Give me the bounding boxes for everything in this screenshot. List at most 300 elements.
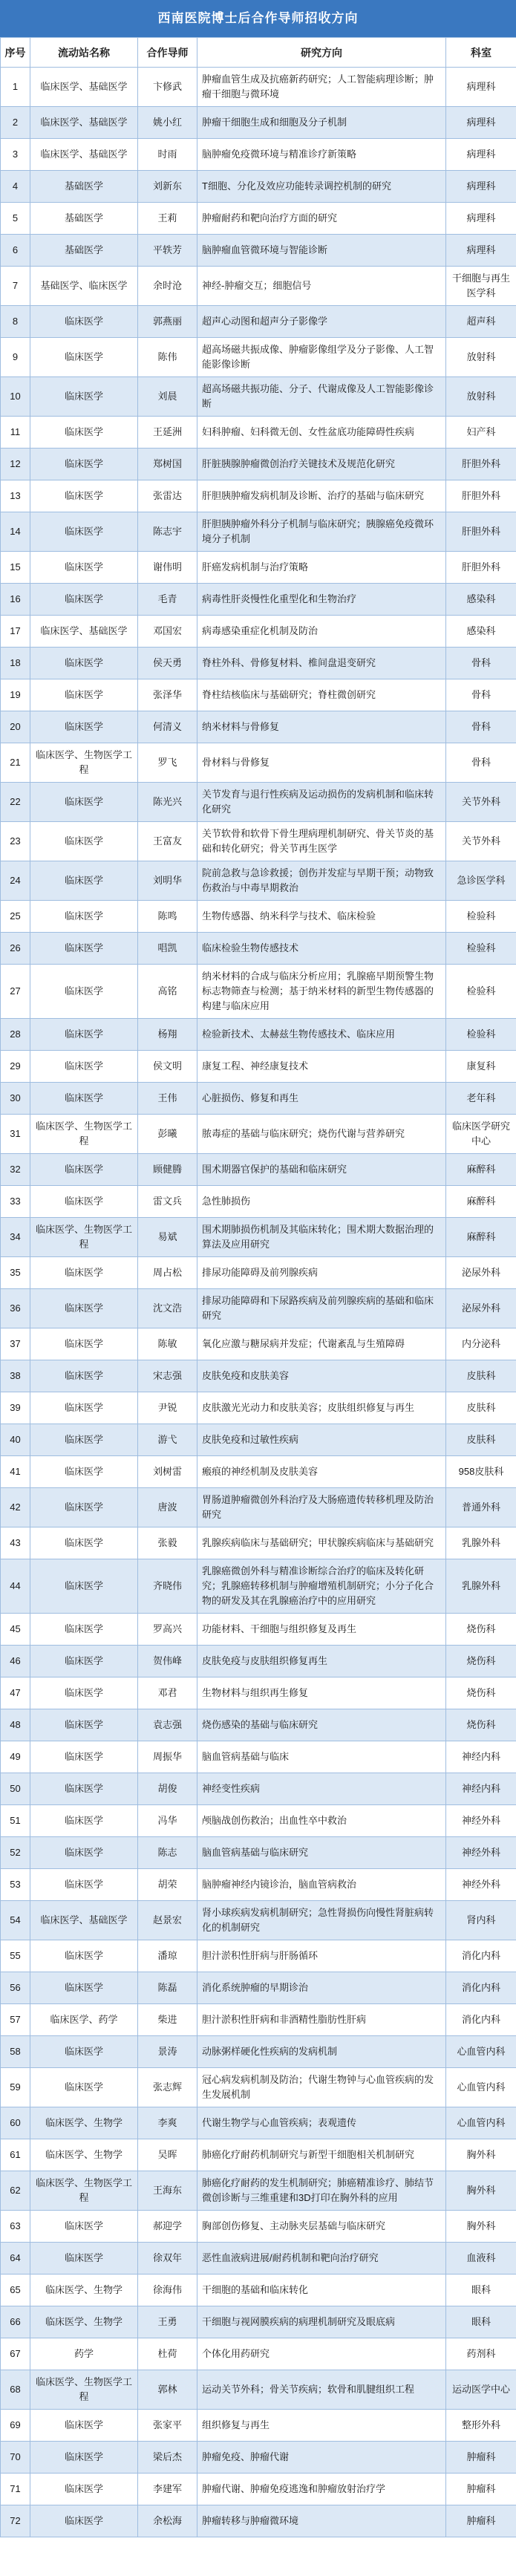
cell-research-text: 功能材料、干细胞与组织修复及再生 bbox=[202, 1623, 357, 1634]
cell-dept bbox=[446, 1901, 516, 1940]
cell-mentor bbox=[138, 171, 197, 203]
cell-seq bbox=[1, 1972, 30, 2004]
cell-research-text: 神经变性疾病 bbox=[202, 1783, 261, 1794]
cell-station-text: 临床医学 bbox=[64, 721, 103, 732]
cell-dept bbox=[446, 1527, 516, 1559]
cell-research-text: 乳腺疾病临床与基础研究；甲状腺疾病临床与基础研究 bbox=[202, 1537, 434, 1548]
cell-seq bbox=[1, 1940, 30, 1972]
cell-research-text: 检验新技术、太赫兹生物传感技术、临床应用 bbox=[202, 1028, 396, 1040]
header-station: 流动站名称 bbox=[30, 38, 138, 68]
cell-research-text: 脊柱外科、骨修复材料、椎间盘退变研究 bbox=[202, 657, 376, 668]
table-row bbox=[1, 861, 516, 901]
cell-seq-text: 32 bbox=[10, 1164, 21, 1175]
cell-mentor-text: 尹锐 bbox=[157, 1402, 177, 1413]
cell-station-text: 临床医学 bbox=[64, 1687, 103, 1698]
cell-mentor bbox=[138, 107, 197, 139]
cell-station bbox=[30, 933, 138, 965]
cell-research-text: 脑血管病基础与临床研究 bbox=[202, 1847, 309, 1858]
cell-dept-text: 泌尿外科 bbox=[461, 1267, 500, 1278]
cell-dept bbox=[446, 1456, 516, 1488]
cell-mentor bbox=[138, 139, 197, 171]
cell-station bbox=[30, 1115, 138, 1154]
cell-dept bbox=[446, 616, 516, 648]
cell-seq-text: 61 bbox=[10, 2149, 21, 2160]
cell-seq-text: 26 bbox=[10, 942, 21, 953]
cell-research-text: 胆汁淤积性肝病和非酒精性脂肪性肝病 bbox=[202, 2014, 367, 2025]
cell-dept bbox=[446, 861, 516, 901]
cell-mentor-text: 潘琼 bbox=[157, 1950, 177, 1961]
cell-dept-text: 神经外科 bbox=[461, 1815, 500, 1826]
table-row bbox=[1, 1972, 516, 2004]
cell-dept bbox=[446, 1837, 516, 1869]
cell-station-text: 临床医学 bbox=[64, 2081, 103, 2093]
cell-station-text: 临床医学 bbox=[64, 985, 103, 997]
cell-station bbox=[30, 901, 138, 933]
cell-research-text: 肺癌化疗耐药的发生机制研究；肺癌精准诊疗、肺结节微创诊断与三维重建和3D打印在胸外科的应用 bbox=[202, 2177, 434, 2203]
cell-station bbox=[30, 1154, 138, 1186]
cell-seq-text: 21 bbox=[10, 757, 21, 768]
cell-mentor-text: 刘晨 bbox=[157, 391, 177, 402]
cell-seq bbox=[1, 1741, 30, 1773]
cell-mentor-text: 吴晖 bbox=[157, 2149, 177, 2160]
cell-mentor-text: 郭燕丽 bbox=[152, 316, 182, 327]
cell-research-text: 关节发育与退行性疾病及运动损伤的发病机制和临床转化研究 bbox=[202, 789, 434, 815]
cell-dept-text: 病理科 bbox=[466, 81, 496, 92]
cell-seq bbox=[1, 1289, 30, 1328]
table-row bbox=[1, 783, 516, 822]
cell-dept bbox=[446, 1488, 516, 1527]
cell-dept bbox=[446, 417, 516, 449]
cell-research bbox=[197, 1805, 446, 1837]
cell-seq-text: 2 bbox=[12, 117, 19, 128]
cell-seq-text: 44 bbox=[10, 1580, 21, 1591]
cell-seq bbox=[1, 1186, 30, 1218]
cell-mentor bbox=[138, 1677, 197, 1709]
cell-station bbox=[30, 1646, 138, 1677]
cell-research-text: 颅脑战创伤救治；出血性卒中救治 bbox=[202, 1815, 347, 1826]
cell-dept bbox=[446, 1115, 516, 1154]
cell-seq bbox=[1, 1559, 30, 1614]
cell-station bbox=[30, 861, 138, 901]
cell-station-text: 临床医学 bbox=[64, 796, 103, 807]
cell-dept bbox=[446, 1392, 516, 1424]
cell-dept-text: 病理科 bbox=[466, 212, 496, 224]
cell-dept bbox=[446, 139, 516, 171]
cell-station-text: 临床医学 bbox=[64, 1267, 103, 1278]
cell-dept bbox=[446, 1709, 516, 1741]
cell-mentor bbox=[138, 1083, 197, 1115]
cell-station-text: 临床医学 bbox=[64, 1847, 103, 1858]
cell-seq-text: 5 bbox=[12, 212, 19, 224]
page-title: 西南医院博士后合作导师招收方向 bbox=[0, 0, 516, 37]
cell-seq-text: 25 bbox=[10, 910, 21, 922]
cell-station-text: 基础医学 bbox=[64, 244, 103, 255]
cell-station-text: 临床医学 bbox=[64, 1466, 103, 1477]
cell-research bbox=[197, 2068, 446, 2107]
cell-research bbox=[197, 1115, 446, 1154]
cell-research bbox=[197, 1186, 446, 1218]
cell-mentor-text: 罗飞 bbox=[157, 757, 177, 768]
table-row bbox=[1, 2211, 516, 2243]
table-row bbox=[1, 68, 516, 107]
cell-dept-text: 肾内科 bbox=[466, 1914, 496, 1926]
cell-seq bbox=[1, 822, 30, 861]
cell-research bbox=[197, 107, 446, 139]
cell-seq-text: 46 bbox=[10, 1655, 21, 1666]
cell-mentor-text: 刘树雷 bbox=[152, 1466, 182, 1477]
table-row bbox=[1, 417, 516, 449]
cell-mentor bbox=[138, 1289, 197, 1328]
cell-research-text: 皮肤激光光动力和皮肤美容；皮肤组织修复与再生 bbox=[202, 1402, 415, 1413]
cell-research-text: 消化系统肿瘤的早期诊治 bbox=[202, 1982, 309, 1993]
cell-research bbox=[197, 1869, 446, 1901]
table-row bbox=[1, 1940, 516, 1972]
cell-research bbox=[197, 1940, 446, 1972]
cell-mentor-text: 沈文浩 bbox=[152, 1302, 182, 1314]
cell-research-text: 动脉粥样硬化性疾病的发病机制 bbox=[202, 2046, 338, 2057]
table-row bbox=[1, 2275, 516, 2306]
cell-station bbox=[30, 1019, 138, 1051]
cell-seq-text: 27 bbox=[10, 985, 21, 997]
cell-dept bbox=[446, 1614, 516, 1646]
cell-seq bbox=[1, 901, 30, 933]
cell-mentor-text: 徐双年 bbox=[152, 2252, 182, 2263]
cell-seq-text: 65 bbox=[10, 2284, 21, 2295]
cell-station bbox=[30, 267, 138, 306]
cell-seq bbox=[1, 1456, 30, 1488]
cell-station-text: 临床医学、生物学 bbox=[45, 2284, 123, 2295]
cell-research bbox=[197, 2036, 446, 2068]
cell-seq-text: 13 bbox=[10, 490, 21, 501]
cell-station bbox=[30, 1773, 138, 1805]
cell-mentor-text: 高铭 bbox=[157, 985, 177, 997]
table-row bbox=[1, 1186, 516, 1218]
cell-mentor bbox=[138, 1773, 197, 1805]
cell-mentor bbox=[138, 2068, 197, 2107]
cell-station-text: 临床医学 bbox=[64, 458, 103, 469]
cell-station-text: 临床医学 bbox=[64, 1028, 103, 1040]
cell-research-text: 超高场磁共振成像、肿瘤影像组学及分子影像、人工智能影像诊断 bbox=[202, 344, 434, 370]
cell-mentor-text: 冯华 bbox=[157, 1815, 177, 1826]
cell-mentor bbox=[138, 965, 197, 1019]
cell-dept-text: 烧伤科 bbox=[466, 1719, 496, 1730]
cell-station bbox=[30, 449, 138, 480]
cell-station-text: 临床医学、生物学 bbox=[45, 2149, 123, 2160]
cell-research bbox=[197, 480, 446, 512]
cell-station-text: 临床医学、基础医学 bbox=[40, 625, 128, 636]
cell-mentor bbox=[138, 480, 197, 512]
cell-mentor bbox=[138, 2139, 197, 2171]
cell-station-text: 临床医学、基础医学 bbox=[40, 81, 128, 92]
cell-station-text: 临床医学 bbox=[64, 1879, 103, 1890]
cell-station-text: 临床医学 bbox=[64, 593, 103, 604]
cell-seq-text: 36 bbox=[10, 1302, 21, 1314]
cell-dept-text: 乳腺外科 bbox=[461, 1537, 500, 1548]
cell-dept bbox=[446, 648, 516, 679]
cell-mentor-text: 易斌 bbox=[157, 1231, 177, 1242]
cell-research-text: 脑肿瘤神经内镜诊治，脑血管病救治 bbox=[202, 1879, 357, 1890]
cell-mentor bbox=[138, 2306, 197, 2338]
cell-dept bbox=[446, 783, 516, 822]
cell-mentor bbox=[138, 1709, 197, 1741]
cell-dept-text: 消化内科 bbox=[461, 1982, 500, 1993]
cell-research-text: 恶性血液病进展/耐药机制和靶向治疗研究 bbox=[202, 2252, 379, 2263]
cell-seq bbox=[1, 171, 30, 203]
cell-seq-text: 35 bbox=[10, 1267, 21, 1278]
cell-dept-text: 心血管内科 bbox=[457, 2046, 506, 2057]
cell-dept-text: 皮肤科 bbox=[466, 1370, 496, 1381]
cell-station-text: 临床医学 bbox=[64, 1815, 103, 1826]
table-row bbox=[1, 1019, 516, 1051]
cell-dept bbox=[446, 2036, 516, 2068]
cell-station-text: 临床医学 bbox=[64, 1370, 103, 1381]
cell-station bbox=[30, 2505, 138, 2537]
cell-station-text: 临床医学 bbox=[64, 657, 103, 668]
cell-research bbox=[197, 2338, 446, 2370]
cell-research-text: 干细胞的基础和临床转化 bbox=[202, 2284, 309, 2295]
cell-seq bbox=[1, 965, 30, 1019]
cell-seq bbox=[1, 1805, 30, 1837]
cell-seq bbox=[1, 203, 30, 235]
cell-seq-text: 53 bbox=[10, 1879, 21, 1890]
cell-mentor bbox=[138, 2243, 197, 2275]
cell-station bbox=[30, 1559, 138, 1614]
cell-station bbox=[30, 1901, 138, 1940]
cell-research-text: 妇科肿瘤、妇科微无创、女性盆底功能障碍性疾病 bbox=[202, 426, 415, 437]
cell-mentor bbox=[138, 2004, 197, 2036]
cell-station-text: 药学 bbox=[74, 2348, 94, 2359]
cell-research bbox=[197, 822, 446, 861]
cell-research-text: 病毒感染重症化机制及防治 bbox=[202, 625, 319, 636]
cell-dept-text: 检验科 bbox=[466, 1028, 496, 1040]
table-row bbox=[1, 267, 516, 306]
cell-seq bbox=[1, 1488, 30, 1527]
cell-dept-text: 骨科 bbox=[471, 657, 491, 668]
cell-station bbox=[30, 2243, 138, 2275]
cell-station bbox=[30, 1289, 138, 1328]
cell-research-text: 代谢生物学与心血管疾病；表观遗传 bbox=[202, 2117, 357, 2128]
cell-mentor-text: 陈光兴 bbox=[152, 796, 182, 807]
cell-dept bbox=[446, 1186, 516, 1218]
cell-seq bbox=[1, 1677, 30, 1709]
cell-dept bbox=[446, 2171, 516, 2211]
cell-dept bbox=[446, 965, 516, 1019]
cell-seq-text: 70 bbox=[10, 2451, 21, 2462]
cell-seq bbox=[1, 711, 30, 743]
cell-research bbox=[197, 1360, 446, 1392]
cell-mentor-text: 宋志强 bbox=[152, 1370, 182, 1381]
cell-research-text: 瘢痕的神经机制及皮肤美容 bbox=[202, 1466, 319, 1477]
cell-seq-text: 54 bbox=[10, 1914, 21, 1926]
cell-research bbox=[197, 1488, 446, 1527]
cell-seq-text: 39 bbox=[10, 1402, 21, 1413]
cell-research bbox=[197, 2442, 446, 2474]
table-row bbox=[1, 377, 516, 417]
cell-seq-text: 56 bbox=[10, 1982, 21, 1993]
cell-seq-text: 29 bbox=[10, 1060, 21, 1072]
cell-seq bbox=[1, 1392, 30, 1424]
cell-station bbox=[30, 1805, 138, 1837]
cell-dept bbox=[446, 1051, 516, 1083]
cell-seq-text: 15 bbox=[10, 561, 21, 573]
cell-station bbox=[30, 1392, 138, 1424]
cell-dept-text: 消化内科 bbox=[461, 2014, 500, 2025]
cell-seq-text: 45 bbox=[10, 1623, 21, 1634]
table-header bbox=[1, 38, 516, 68]
cell-research-text: 肿瘤血管生成及抗癌新药研究；人工智能病理诊断；肿瘤干细胞与微环境 bbox=[202, 74, 434, 100]
cell-research bbox=[197, 743, 446, 783]
cell-station bbox=[30, 679, 138, 711]
cell-research-text: 运动关节外科；骨关节疾病；软骨和肌腱组织工程 bbox=[202, 2384, 415, 2395]
cell-dept bbox=[446, 1424, 516, 1456]
cell-mentor bbox=[138, 235, 197, 267]
table-row bbox=[1, 1218, 516, 1257]
table-row bbox=[1, 1709, 516, 1741]
cell-dept bbox=[446, 2243, 516, 2275]
cell-station-text: 临床医学 bbox=[64, 316, 103, 327]
cell-seq bbox=[1, 1051, 30, 1083]
cell-research-text: 关节软骨和软骨下骨生理病理机制研究、骨关节炎的基础和转化研究；骨关节再生医学 bbox=[202, 828, 434, 854]
cell-dept-text: 放射科 bbox=[466, 391, 496, 402]
cell-research-text: 临床检验生物传感技术 bbox=[202, 942, 299, 953]
cell-station-text: 临床医学 bbox=[64, 2220, 103, 2231]
cell-mentor-text: 袁志强 bbox=[152, 1719, 182, 1730]
cell-mentor-text: 胡俊 bbox=[157, 1783, 177, 1794]
cell-mentor bbox=[138, 68, 197, 107]
cell-station bbox=[30, 480, 138, 512]
cell-dept bbox=[446, 1083, 516, 1115]
cell-mentor-text: 陈敏 bbox=[157, 1338, 177, 1349]
cell-mentor-text: 李爽 bbox=[157, 2117, 177, 2128]
cell-mentor bbox=[138, 584, 197, 616]
cell-mentor bbox=[138, 1424, 197, 1456]
cell-research bbox=[197, 552, 446, 584]
cell-mentor bbox=[138, 1360, 197, 1392]
cell-research-text: 神经-肿瘤交互；细胞信号 bbox=[202, 280, 312, 291]
cell-station-text: 临床医学、生物医学工程 bbox=[35, 2177, 132, 2203]
cell-mentor-text: 刘新东 bbox=[152, 180, 182, 192]
cell-station-text: 临床医学 bbox=[64, 1719, 103, 1730]
cell-seq-text: 43 bbox=[10, 1537, 21, 1548]
cell-seq-text: 57 bbox=[10, 2014, 21, 2025]
cell-mentor bbox=[138, 616, 197, 648]
table-row bbox=[1, 2036, 516, 2068]
cell-station bbox=[30, 1424, 138, 1456]
cell-research bbox=[197, 1559, 446, 1614]
cell-dept bbox=[446, 901, 516, 933]
cell-station-text: 临床医学 bbox=[64, 1751, 103, 1762]
cell-research bbox=[197, 648, 446, 679]
cell-research-text: 纳米材料与骨修复 bbox=[202, 721, 280, 732]
cell-dept-text: 眼科 bbox=[471, 2284, 491, 2295]
cell-research bbox=[197, 1019, 446, 1051]
cell-seq bbox=[1, 679, 30, 711]
cell-station-text: 临床医学 bbox=[64, 2451, 103, 2462]
cell-research bbox=[197, 2171, 446, 2211]
cell-mentor-text: 彭曦 bbox=[157, 1128, 177, 1139]
cell-research bbox=[197, 1051, 446, 1083]
cell-mentor bbox=[138, 338, 197, 377]
cell-seq-text: 63 bbox=[10, 2220, 21, 2231]
cell-research bbox=[197, 139, 446, 171]
cell-mentor bbox=[138, 2107, 197, 2139]
cell-station bbox=[30, 171, 138, 203]
cell-research-text: 急性肺损伤 bbox=[202, 1196, 251, 1207]
cell-mentor-text: 侯文明 bbox=[152, 1060, 182, 1072]
cell-mentor bbox=[138, 783, 197, 822]
cell-seq-text: 42 bbox=[10, 1501, 21, 1513]
cell-seq bbox=[1, 512, 30, 552]
table-row bbox=[1, 648, 516, 679]
cell-seq bbox=[1, 417, 30, 449]
table-row bbox=[1, 2243, 516, 2275]
cell-dept-text: 胸外科 bbox=[466, 2185, 496, 2196]
cell-research bbox=[197, 616, 446, 648]
cell-seq-text: 19 bbox=[10, 689, 21, 700]
cell-research-text: 脊柱结核临床与基础研究；脊柱微创研究 bbox=[202, 689, 376, 700]
header-research: 研究方向 bbox=[197, 38, 446, 68]
cell-seq-text: 64 bbox=[10, 2252, 21, 2263]
table-row bbox=[1, 1646, 516, 1677]
cell-seq-text: 14 bbox=[10, 526, 21, 537]
cell-station-text: 临床医学 bbox=[64, 1537, 103, 1548]
cell-seq-text: 12 bbox=[10, 458, 21, 469]
cell-research-text: 氧化应激与糖尿病并发症；代谢紊乱与生殖障碍 bbox=[202, 1338, 405, 1349]
cell-dept-text: 乳腺外科 bbox=[461, 1580, 500, 1591]
cell-station-text: 临床医学 bbox=[64, 1164, 103, 1175]
cell-mentor-text: 陈伟 bbox=[157, 351, 177, 362]
cell-station-text: 基础医学、临床医学 bbox=[40, 280, 128, 291]
cell-seq-text: 40 bbox=[10, 1434, 21, 1445]
cell-research bbox=[197, 2410, 446, 2442]
cell-dept-text: 运动医学中心 bbox=[451, 2384, 510, 2395]
table-row bbox=[1, 2171, 516, 2211]
cell-mentor bbox=[138, 1901, 197, 1940]
cell-research bbox=[197, 2275, 446, 2306]
cell-mentor-text: 张泽华 bbox=[152, 689, 182, 700]
cell-dept-text: 肝胆外科 bbox=[461, 561, 500, 573]
cell-research bbox=[197, 1901, 446, 1940]
table-row bbox=[1, 139, 516, 171]
cell-mentor bbox=[138, 1456, 197, 1488]
cell-seq-text: 58 bbox=[10, 2046, 21, 2057]
cell-seq bbox=[1, 552, 30, 584]
cell-station bbox=[30, 1456, 138, 1488]
cell-seq bbox=[1, 1424, 30, 1456]
cell-dept bbox=[446, 235, 516, 267]
cell-dept bbox=[446, 1646, 516, 1677]
cell-mentor bbox=[138, 1869, 197, 1901]
table-row bbox=[1, 1456, 516, 1488]
cell-dept-text: 肿瘤科 bbox=[466, 2515, 496, 2526]
cell-station bbox=[30, 822, 138, 861]
cell-research bbox=[197, 933, 446, 965]
cell-station bbox=[30, 1360, 138, 1392]
cell-dept bbox=[446, 1940, 516, 1972]
cell-station bbox=[30, 552, 138, 584]
cell-dept bbox=[446, 743, 516, 783]
cell-dept-text: 神经外科 bbox=[461, 1847, 500, 1858]
cell-research bbox=[197, 2211, 446, 2243]
cell-station-text: 临床医学、生物学 bbox=[45, 2316, 123, 2327]
cell-mentor bbox=[138, 449, 197, 480]
cell-seq bbox=[1, 1901, 30, 1940]
cell-mentor-text: 王勇 bbox=[157, 2316, 177, 2327]
cell-dept-text: 麻醉科 bbox=[466, 1231, 496, 1242]
cell-research bbox=[197, 417, 446, 449]
cell-station bbox=[30, 2306, 138, 2338]
cell-research bbox=[197, 584, 446, 616]
